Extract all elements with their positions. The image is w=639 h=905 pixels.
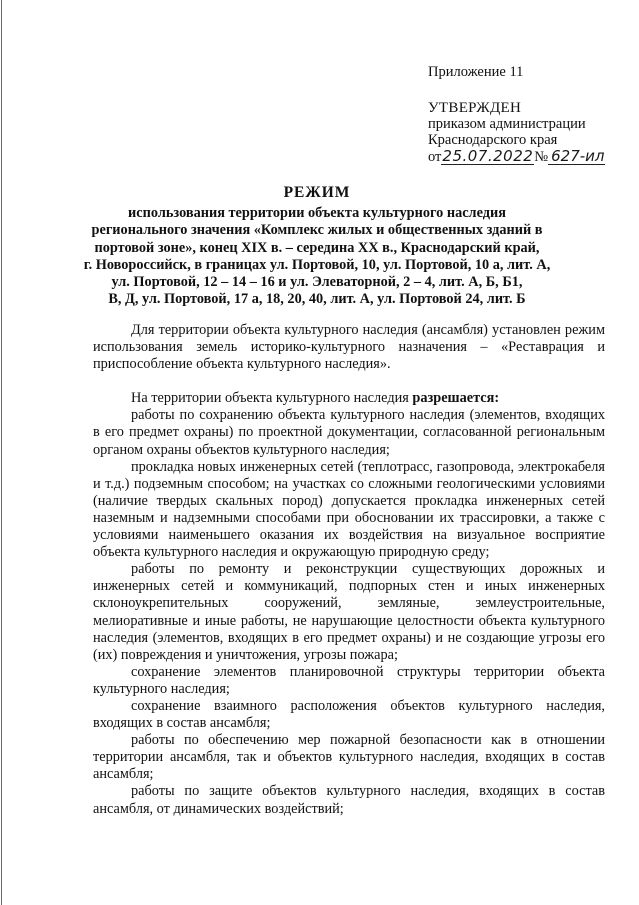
list-item: прокладка новых инженерных сетей (теплотрасс, газопровода, электрокабеля и т.д.) подземным способом; на участках со сложными геологическими условиями (наличие твердых скальных пород) допускается прокладка инженерных сетей наземным и надземными способами при обосновании их трассировки, а также с условиями наименьшего оказания их воздействия на визуальное восприятие объекта культурного наследия и окружающую природную среду; xyxy=(93,458,605,561)
title-heading: РЕЖИМ xyxy=(283,184,351,201)
document-title xyxy=(30,184,604,308)
title-line: регионального значения «Комплекс жилых и общественных зданий в xyxy=(91,222,543,239)
list-item: работы по сохранению объекта культурного наследия (элементов, входящих в его предмет охраны) по проектной документации, согласованной региональным органом охраны объектов культурного наследия; xyxy=(93,407,605,458)
order-line-1: приказом администрации xyxy=(428,116,586,132)
approved-label: УТВЕРЖДЕН xyxy=(428,100,522,116)
title-line: портовой зоне», конец XIX в. – середина XX в., Краснодарский край, xyxy=(94,239,540,256)
list-item: работы по защите объектов культурного наследия, входящих в состав ансамбля, от динамических воздействий; xyxy=(93,783,605,817)
list-item: работы по обеспечению мер пожарной безопасности как в отношении территории ансамбля, так и объектов культурного наследия, входящих в состав ансамбля; xyxy=(93,732,605,783)
list-item: сохранение элементов планировочной структуры территории объекта культурного наследия; xyxy=(93,663,605,697)
order-line-2: Краснодарского края xyxy=(428,132,558,148)
document-body xyxy=(93,322,605,818)
handwritten-date: 25.07.2022 xyxy=(442,147,534,165)
title-line: использования территории объекта культурного наследия xyxy=(128,205,506,222)
page-left-edge xyxy=(1,0,2,905)
allowed-prefix: На территории объекта культурного наследия xyxy=(131,390,413,407)
date-prefix: от xyxy=(428,149,442,165)
title-line: г. Новороссийск, в границах ул. Портовой, 10, ул. Портовой, 10 а, лит. А, xyxy=(83,256,551,273)
list-item: сохранение взаимного расположения объектов культурного наследия, входящих в состав ансамбля; xyxy=(93,697,605,732)
allowed-heading xyxy=(93,390,605,407)
approval-stamp-block xyxy=(428,64,605,165)
annex-label: Приложение 11 xyxy=(428,64,524,80)
title-line: ул. Портовой, 12 – 14 – 16 и ул. Элеваторной, 2 – 4, лит. А, Б, Б1, xyxy=(111,274,523,291)
allowed-bold: разрешается: xyxy=(412,390,500,407)
number-prefix: № xyxy=(534,149,549,165)
order-date-number-row xyxy=(428,148,605,165)
intro-paragraph: Для территории объекта культурного наследия (ансамбля) установлен режим использования земель историко-культурного назначения – «Реставрация и приспособление объекта культурного наследия». xyxy=(93,322,605,373)
handwritten-order-number: 627-ил xyxy=(548,148,605,165)
list-item: работы по ремонту и реконструкции существующих дорожных и инженерных сетей и коммуникаций, подпорных стен и иных инженерных склоноукрепительных сооружений, земляные, землеустроительные, мелиоративные и иные работы, не нарушающие целостности объекта культурного наследия (элементов, входящих в его предмет охраны) и не создающие угрозы его (их) повреждения и уничтожения, угрозы пожара; xyxy=(93,561,605,663)
title-line: В, Д, ул. Портовой, 17 а, 18, 20, 40, лит. А, ул. Портовой 24, лит. Б xyxy=(108,291,526,308)
